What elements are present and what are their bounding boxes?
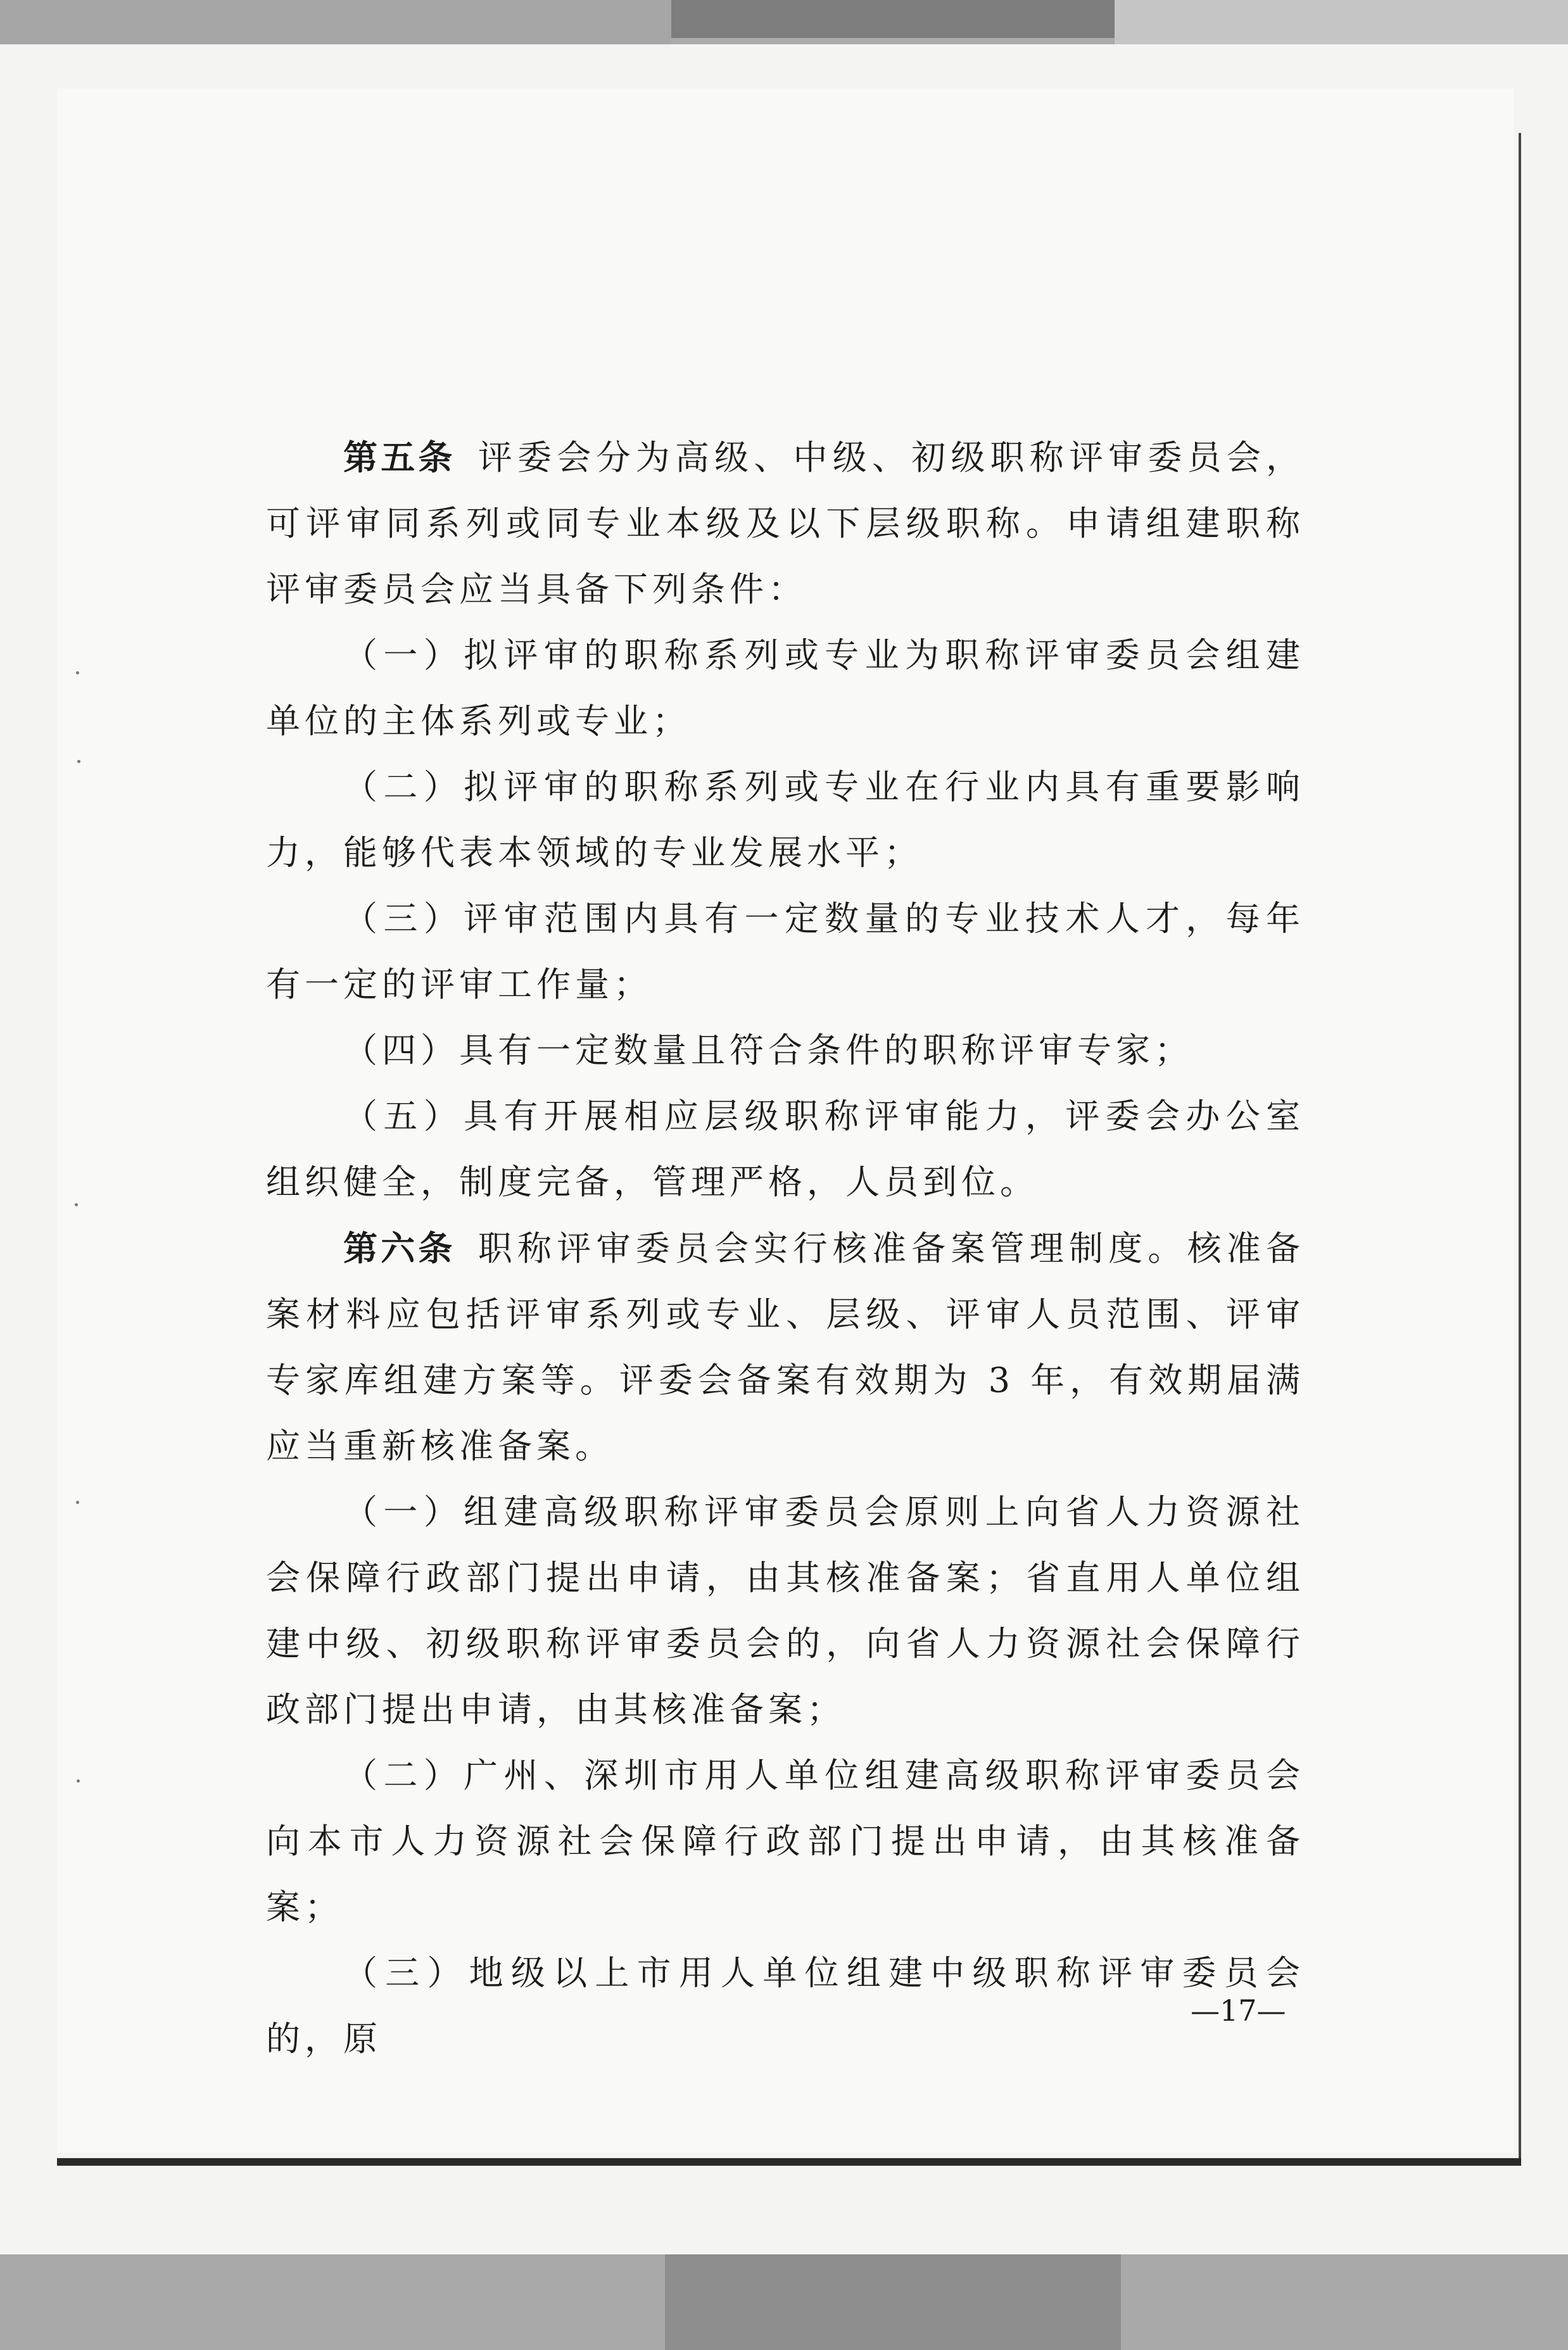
article-6-label: 第六条 xyxy=(343,1228,456,1268)
page-number: —17— xyxy=(1191,1993,1286,2028)
margin-mark xyxy=(77,1779,80,1783)
article-6-item-3: （三）地级以上市用人单位组建中级职称评审委员会的，原 xyxy=(266,1953,1305,2059)
article-6-item-1: （一）组建高级职称评审委员会原则上向省人力资源社会保障行政部门提出申请，由其核准备案；省直用人单位组建中级、初级职称评审委员会的，向省人力资源社会保障行政部门提出申请，由其核准备案； xyxy=(266,1492,1305,1729)
article-6-item-2: （二）广州、深圳市用人单位组建高级职称评审委员会向本市人力资源社会保障行政部门提出申请，由其核准备案； xyxy=(266,1755,1305,1927)
article-5-intro: 评委会分为高级、中级、初级职称评审委员会，可评审同系列或同专业本级及以下层级职称。申请组建职称评审委员会应当具备下列条件： xyxy=(266,438,1305,609)
margin-mark xyxy=(76,1501,79,1504)
margin-mark xyxy=(76,671,79,674)
page-right-edge xyxy=(1519,133,1521,2159)
article-5-item-1: （一）拟评审的职称系列或专业为职称评审委员会组建单位的主体系列或专业； xyxy=(266,635,1305,741)
article-6-paragraph xyxy=(266,1215,1305,1479)
article-6-intro: 职称评审委员会实行核准备案管理制度。核准备案材料应包括评审系列或专业、层级、评审人员范围、评审专家库组建方案等。评委会备案有效期为 3 年，有效期届满应当重新核准备案。 xyxy=(266,1229,1305,1466)
margin-mark xyxy=(77,760,80,763)
article-5-item-4: （四）具有一定数量且符合条件的职称评审专家； xyxy=(343,1030,1193,1070)
article-5-item-2: （二）拟评审的职称系列或专业在行业内具有重要影响力，能够代表本领域的专业发展水平； xyxy=(266,767,1305,873)
document-body xyxy=(266,424,1305,2072)
margin-mark xyxy=(75,1203,78,1206)
page-bottom-edge xyxy=(57,2158,1521,2166)
article-5-paragraph xyxy=(266,424,1305,622)
article-5-label: 第五条 xyxy=(343,437,456,477)
scanner-shadow-bottom xyxy=(665,2254,1121,2350)
scanner-shadow-middle xyxy=(671,0,1115,38)
article-5-item-5: （五）具有开展相应层级职称评审能力，评委会办公室组织健全，制度完备，管理严格，人员到位。 xyxy=(266,1096,1305,1202)
article-5-item-3: （三）评审范围内具有一定数量的专业技术人才，每年有一定的评审工作量； xyxy=(266,899,1305,1004)
